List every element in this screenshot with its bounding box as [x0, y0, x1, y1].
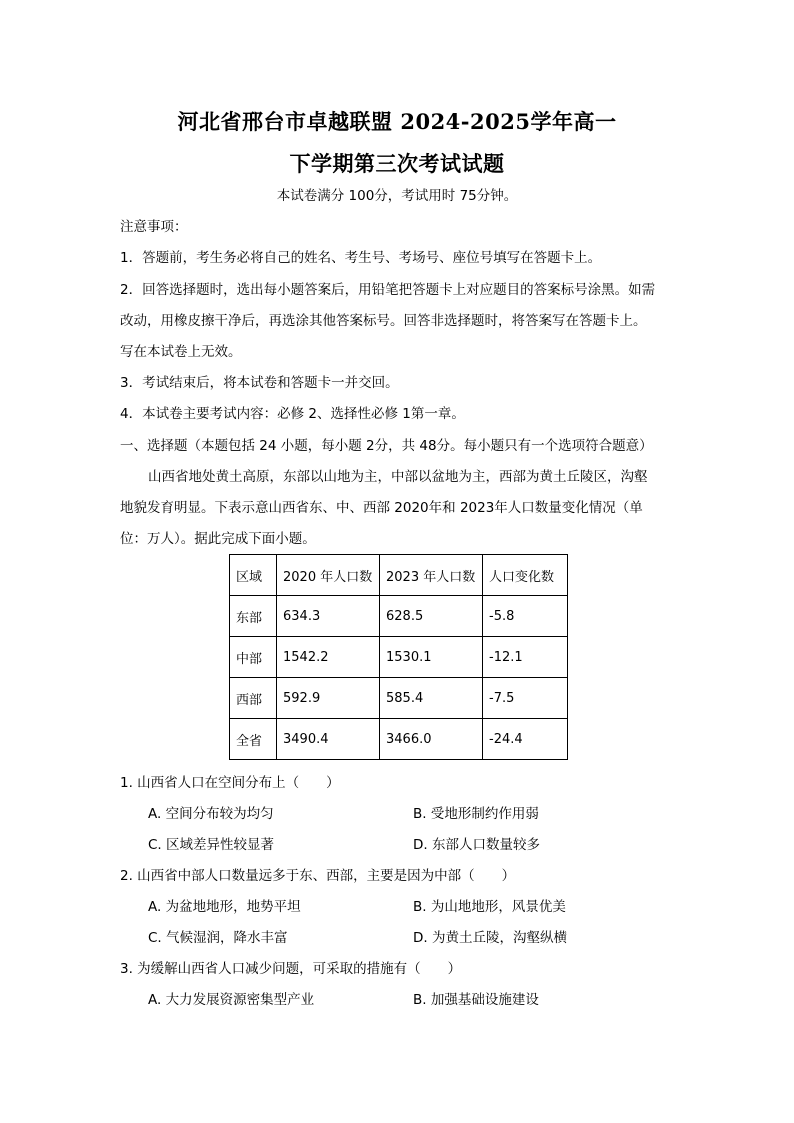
table-header-row — [230, 555, 568, 596]
option-b: B. 受地形制约作用弱 — [413, 806, 539, 822]
table-cell: -5.8 — [483, 596, 568, 637]
option-a: A. 大力发展资源密集型产业 — [148, 992, 315, 1008]
table-cell: 585.4 — [380, 678, 483, 719]
table-cell: 1542.2 — [277, 637, 380, 678]
table-cell: 3490.4 — [277, 719, 380, 760]
table-cell: 634.3 — [277, 596, 380, 637]
exam-title-line2: 下学期第三次考试试题 — [289, 151, 505, 176]
table-cell: -7.5 — [483, 678, 568, 719]
passage-line: 地貌发育明显。下表示意山西省东、中、西部 2020年和 2023年人口数量变化情况（单 — [120, 500, 643, 516]
notice-item: 4．本试卷主要考试内容：必修 2、选择性必修 1第一章。 — [120, 406, 465, 422]
option-c: C. 气候湿润，降水丰富 — [148, 930, 288, 946]
option-a: A. 空间分布较为均匀 — [148, 806, 274, 822]
table-cell: 西部 — [230, 678, 277, 719]
passage-line: 位：万人）。据此完成下面小题。 — [120, 531, 316, 547]
option-c: C. 区域差异性较显著 — [148, 837, 275, 853]
table-row — [230, 678, 568, 719]
question-stem: 3. 为缓解山西省人口减少问题，可采取的措施有（ ） — [120, 961, 462, 977]
table-cell: 东部 — [230, 596, 277, 637]
table-cell: 中部 — [230, 637, 277, 678]
exam-title-line1: 河北省邢台市卓越联盟 2024-2025学年高一 — [177, 109, 617, 134]
table-cell: 3466.0 — [380, 719, 483, 760]
table-cell: 1530.1 — [380, 637, 483, 678]
population-table — [229, 554, 568, 760]
section-heading: 一、选择题（本题包括 24 小题，每小题 2分，共 48分。每小题只有一个选项符合题意） — [120, 438, 653, 454]
table-row — [230, 637, 568, 678]
option-a: A. 为盆地地形，地势平坦 — [148, 899, 301, 915]
notice-item: 3．考试结束后，将本试卷和答题卡一并交回。 — [120, 375, 399, 391]
notice-item: 写在本试卷上无效。 — [120, 344, 242, 360]
table-cell: 全省 — [230, 719, 277, 760]
table-cell: -12.1 — [483, 637, 568, 678]
option-d: D. 东部人口数量较多 — [413, 837, 540, 853]
question-stem: 2. 山西省中部人口数量远多于东、西部，主要是因为中部（ ） — [120, 868, 516, 884]
table-cell: 592.9 — [277, 678, 380, 719]
table-cell: -24.4 — [483, 719, 568, 760]
table-row — [230, 719, 568, 760]
option-b: B. 为山地地形，风景优美 — [413, 899, 566, 915]
notice-item: 改动，用橡皮擦干净后，再选涂其他答案标号。回答非选择题时，将答案写在答题卡上。 — [120, 313, 647, 329]
option-d: D. 为黄土丘陵，沟壑纵横 — [413, 930, 567, 946]
passage-line: 山西省地处黄土高原，东部以山地为主，中部以盆地为主，西部为黄土丘陵区，沟壑 — [148, 469, 648, 485]
table-header-cell: 人口变化数 — [483, 555, 568, 596]
table-row — [230, 596, 568, 637]
notice-item: 2．回答选择题时，选出每小题答案后，用铅笔把答题卡上对应题目的答案标号涂黑。如需 — [120, 282, 656, 298]
notice-item: 1．答题前，考生务必将自己的姓名、考生号、考场号、座位号填写在答题卡上。 — [120, 250, 602, 266]
table-header-cell: 2023 年人口数 — [380, 555, 483, 596]
table-cell: 628.5 — [380, 596, 483, 637]
option-b: B. 加强基础设施建设 — [413, 992, 539, 1008]
table-header-cell: 区域 — [230, 555, 277, 596]
exam-subtitle: 本试卷满分 100分，考试用时 75分钟。 — [276, 188, 518, 204]
question-stem: 1. 山西省人口在空间分布上（ ） — [120, 775, 340, 791]
table-header-cell: 2020 年人口数 — [277, 555, 380, 596]
notice-heading: 注意事项： — [120, 219, 188, 235]
